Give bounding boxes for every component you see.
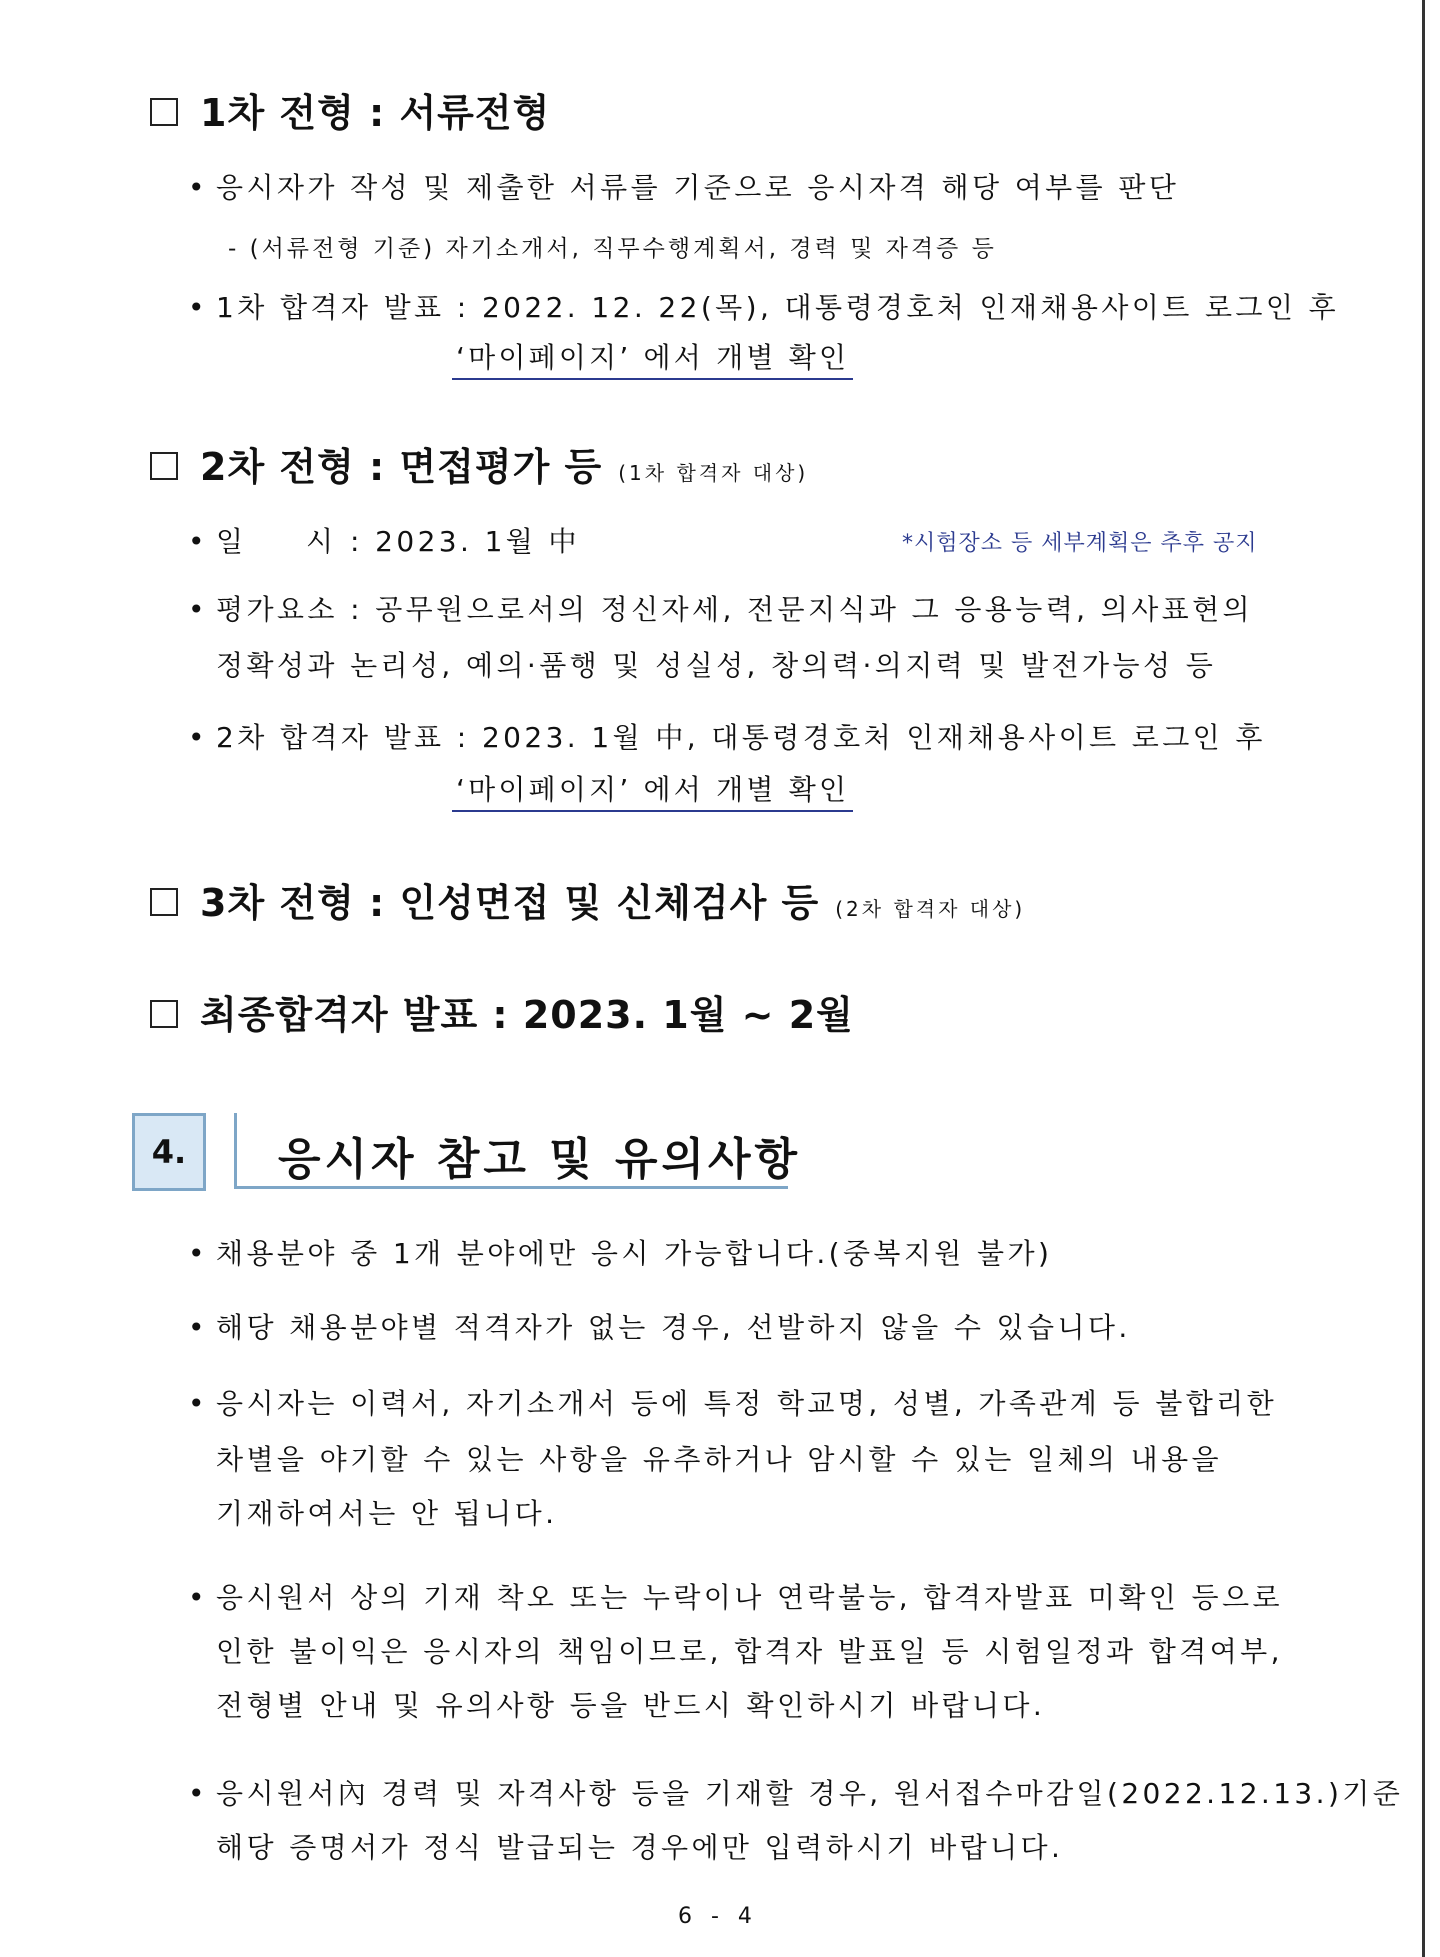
bullet-dot-icon: •: [188, 525, 208, 558]
bullet-dot-icon: •: [188, 593, 208, 626]
bullet-item: [188, 1772, 1403, 1812]
final-announcement-heading: [150, 984, 854, 1039]
section-2-subtitle: (1차 합격자 대상): [618, 461, 809, 485]
bullet-text: 1차 합격자 발표 : 2022. 12. 22(목), 대통령경호처 인재채용사이트 로그인 후: [216, 291, 1340, 324]
section-2-heading: [150, 436, 808, 491]
mypage-link[interactable]: ‘마이페이지’ 에서 개별 확인: [452, 336, 853, 380]
bullet-text: 채용분야 중 1개 분야에만 응시 가능합니다.(중복지원 불가): [216, 1237, 1053, 1270]
bullet-text: 2차 합격자 발표 : 2023. 1월 中, 대통령경호처 인재채용사이트 로그인 후: [216, 721, 1266, 754]
bullet-text: 응시원서內 경력 및 자격사항 등을 기재할 경우, 원서접수마감일(2022.12.13.)기준: [216, 1777, 1404, 1810]
bullet-subline: - (서류전형 기준) 자기소개서, 직무수행계획서, 경력 및 자격증 등: [228, 236, 997, 262]
bullet-item: [188, 520, 246, 560]
section-3-subtitle: (2차 합격자 대상): [835, 897, 1026, 921]
bullet-continuation: 정확성과 논리성, 예의·품행 및 성실성, 창의력·의지력 및 발전가능성 등: [216, 649, 1217, 682]
schedule-note: *시험장소 등 세부계획은 추후 공지: [902, 531, 1258, 556]
checkbox-square-icon: [150, 452, 178, 480]
date-label-part2: 시: [306, 525, 337, 558]
checkbox-square-icon: [150, 888, 178, 916]
section-4-number-box: [132, 1113, 206, 1191]
bullet-item: [188, 286, 1339, 326]
page-right-border: [1422, 0, 1425, 1957]
bullet-dot-icon: •: [188, 1237, 208, 1270]
bullet-dot-icon: •: [188, 291, 208, 324]
section-4-title: 응시자 참고 및 유의사항: [278, 1134, 801, 1185]
section-1-title: 1차 전형 : 서류전형: [200, 91, 551, 135]
section-1-heading: [150, 82, 550, 137]
bullet-dot-icon: •: [188, 1581, 208, 1614]
bullet-dot-icon: •: [188, 1387, 208, 1420]
checkbox-square-icon: [150, 98, 178, 126]
section-3-title: 3차 전형 : 인성면접 및 신체검사 등: [200, 881, 820, 925]
bullet-text: 응시원서 상의 기재 착오 또는 누락이나 연락불능, 합격자발표 미확인 등으로: [216, 1581, 1283, 1614]
bullet-item: [188, 1306, 1131, 1346]
checkbox-square-icon: [150, 1000, 178, 1028]
bullet-continuation: 기재하여서는 안 됩니다.: [216, 1497, 558, 1530]
bullet-dot-icon: •: [188, 171, 208, 204]
bullet-continuation: 전형별 안내 및 유의사항 등을 반드시 확인하시기 바랍니다.: [216, 1689, 1046, 1722]
bullet-text: 평가요소 : 공무원으로서의 정신자세, 전문지식과 그 응용능력, 의사표현의: [216, 593, 1253, 626]
bullet-continuation: 해당 증명서가 정식 발급되는 경우에만 입력하시기 바랍니다.: [216, 1831, 1064, 1864]
bullet-item: [188, 588, 1253, 628]
final-announcement-title: 최종합격자 발표 : 2023. 1월 ~ 2월: [200, 993, 854, 1037]
bullet-item: [188, 716, 1266, 756]
bullet-item: [188, 1576, 1283, 1616]
date-label: 일: [216, 525, 247, 558]
date-value: : 2023. 1월 中: [350, 525, 580, 558]
bullet-item: [188, 166, 1179, 206]
bullet-dot-icon: •: [188, 721, 208, 754]
bullet-text: 응시자가 작성 및 제출한 서류를 기준으로 응시자격 해당 여부를 판단: [216, 171, 1180, 204]
section-4-number: 4.: [151, 1133, 187, 1171]
bullet-continuation: 차별을 야기할 수 있는 사항을 유추하거나 암시할 수 있는 일체의 내용을: [216, 1443, 1222, 1476]
bullet-item: [188, 1232, 1052, 1272]
section-2-title: 2차 전형 : 면접평가 등: [200, 445, 603, 489]
bullet-dot-icon: •: [188, 1311, 208, 1344]
page-number: 6 - 4: [678, 1904, 758, 1929]
mypage-link[interactable]: ‘마이페이지’ 에서 개별 확인: [452, 768, 853, 812]
bullet-continuation: 인한 불이익은 응시자의 책임이므로, 합격자 발표일 등 시험일정과 합격여부,: [216, 1635, 1283, 1668]
bullet-text: 응시자는 이력서, 자기소개서 등에 특정 학교명, 성별, 가족관계 등 불합리한: [216, 1387, 1278, 1420]
section-4-divider-vertical: [234, 1113, 237, 1189]
section-3-heading: [150, 872, 1025, 927]
bullet-text: 해당 채용분야별 적격자가 없는 경우, 선발하지 않을 수 있습니다.: [216, 1311, 1131, 1344]
bullet-dot-icon: •: [188, 1777, 208, 1810]
bullet-item: [188, 1382, 1277, 1422]
